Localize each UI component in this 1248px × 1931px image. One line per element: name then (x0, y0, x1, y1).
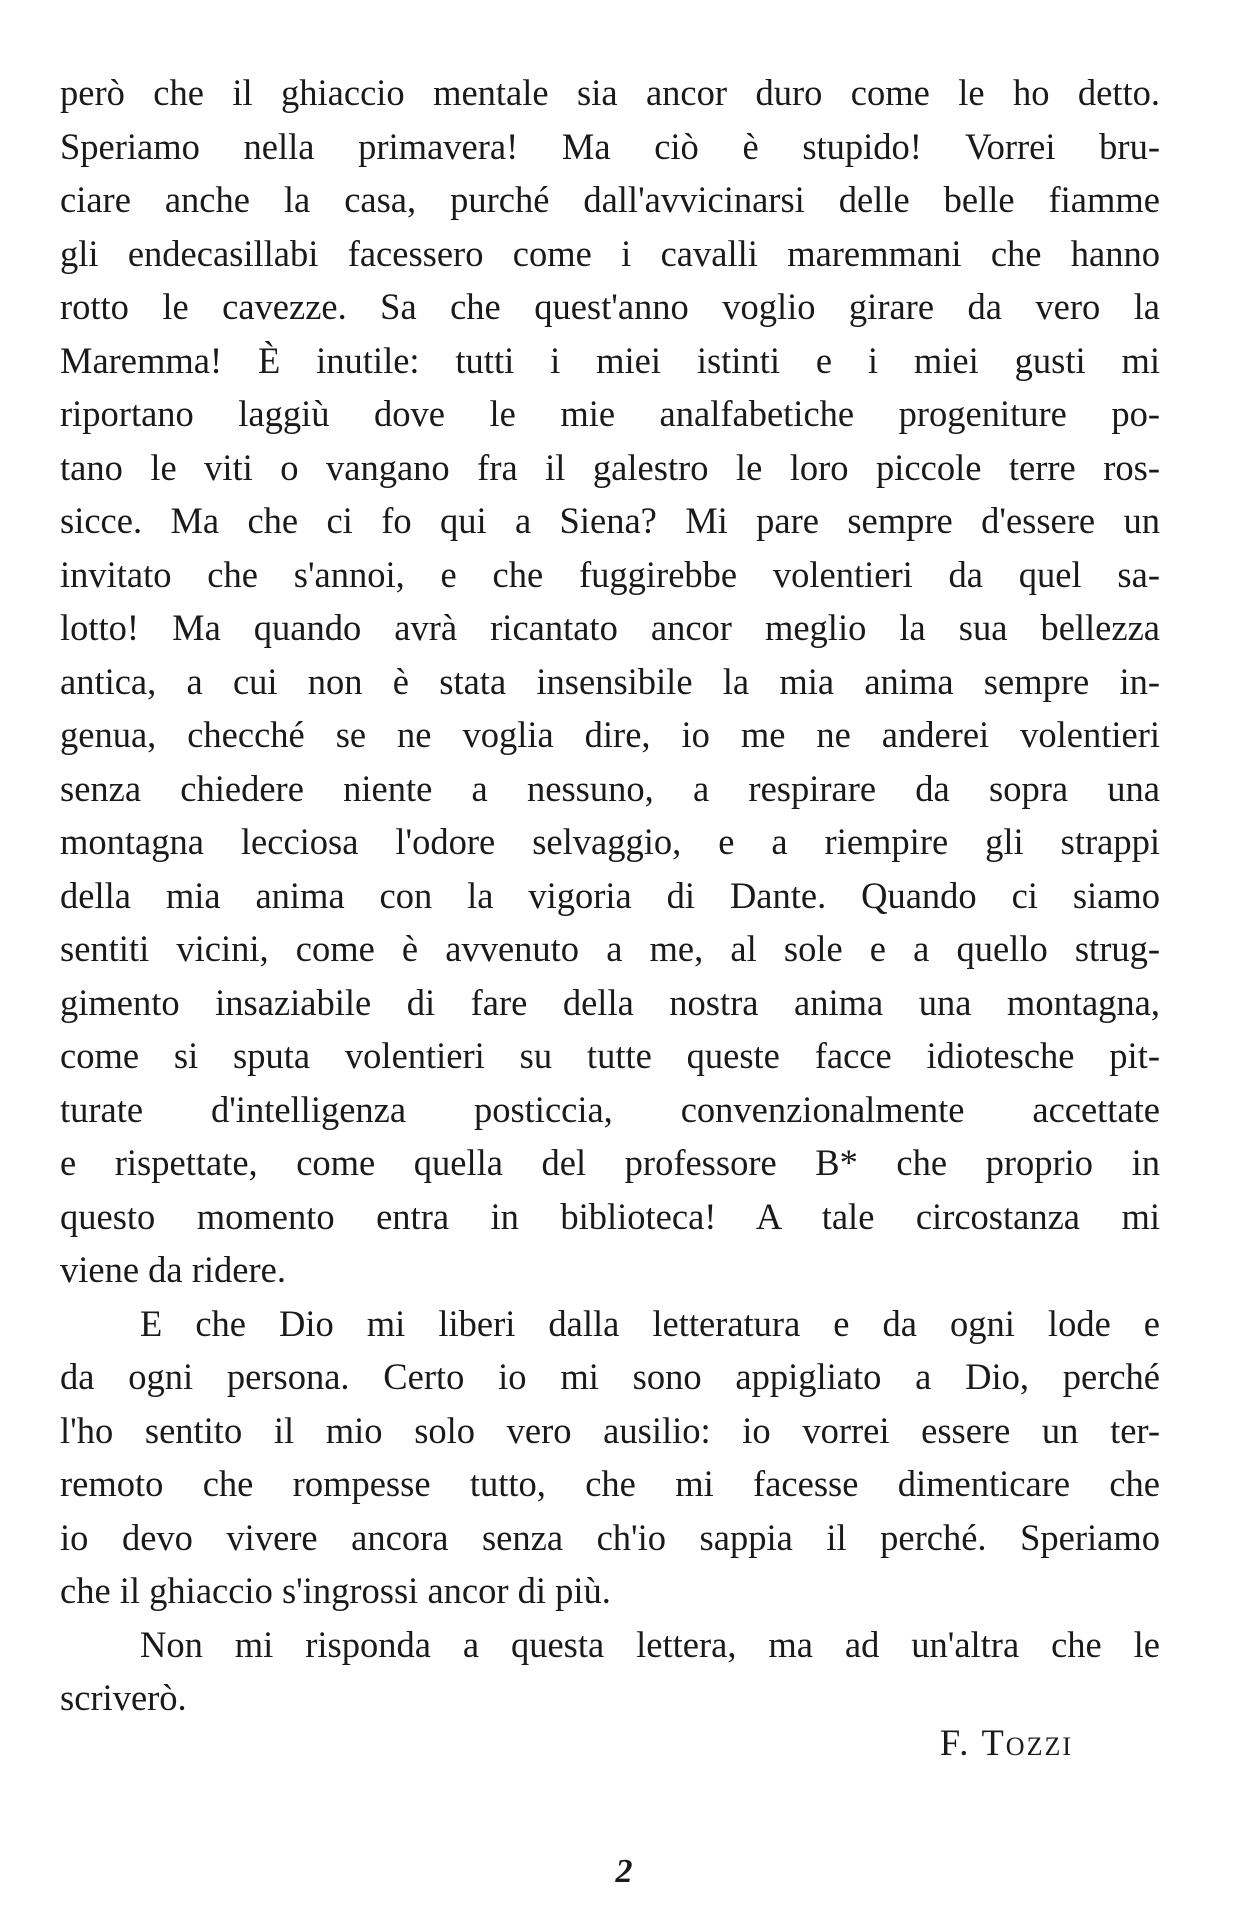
page-number: 2 (615, 1853, 633, 1890)
paragraph (60, 66, 1160, 1297)
text-line: viene da ridere. (60, 1249, 286, 1290)
paragraph (60, 1297, 1160, 1618)
letter-body (60, 66, 1160, 1725)
text-line: Non mi risponda a questa lettera, ma ad un'altra che le (140, 1623, 1160, 1665)
text-line: della mia anima con la vigoria di Dante. Quando ci siamo (60, 874, 1160, 916)
text-line: da ogni persona. Certo io mi sono appigliato a Dio, perché (60, 1356, 1160, 1397)
text-line: l'ho sentito il mio solo vero ausilio: io vorrei essere un ter- (60, 1409, 1160, 1451)
text-line: però che il ghiaccio mentale sia ancor duro come le ho detto. (60, 72, 1160, 113)
text-line: sentiti vicini, come è avvenuto a me, al sole e a quello strug- (60, 928, 1160, 969)
signature-surname: Tozzi (981, 1722, 1073, 1763)
text-line: invitato che s'annoi, e che fuggirebbe volentieri da quel sa- (60, 553, 1160, 595)
text-line: senza chiedere niente a nessuno, a respirare da sopra una (60, 767, 1160, 809)
text-line: io devo vivere ancora senza ch'io sappia il perché. Speriamo (60, 1516, 1160, 1558)
signature (940, 1716, 1073, 1770)
text-line: remoto che rompesse tutto, che mi facesse dimenticare che (60, 1463, 1160, 1504)
paragraph (60, 1618, 1160, 1725)
text-line: scriverò. (60, 1677, 187, 1718)
text-line: genua, checché se ne voglia dire, io me ne anderei volentieri (60, 714, 1160, 755)
text-line: sicce. Ma che ci fo qui a Siena? Mi pare sempre d'essere un (60, 500, 1160, 541)
text-line: gli endecasillabi facessero come i cavalli maremmani che hanno (60, 232, 1160, 274)
text-line: ciare anche la casa, purché dall'avvicinarsi delle belle fiamme (60, 179, 1160, 220)
text-line: questo momento entra in biblioteca! A tale circostanza mi (60, 1195, 1160, 1237)
signature-initial: F. (939, 1722, 971, 1763)
text-line: che il ghiaccio s'ingrossi ancor di più. (60, 1570, 611, 1611)
text-line: montagna lecciosa l'odore selvaggio, e a riempire gli strappi (60, 821, 1160, 862)
text-line: gimento insaziabile di fare della nostra anima una montagna, (60, 981, 1160, 1023)
text-line: tano le viti o vangano fra il galestro le loro piccole terre ros- (60, 446, 1160, 488)
text-line: riportano laggiù dove le mie analfabetiche progeniture po- (60, 393, 1160, 434)
text-line: turate d'intelligenza posticcia, convenzionalmente accettate (60, 1088, 1160, 1130)
text-line: Maremma! È inutile: tutti i miei istinti e i miei gusti mi (60, 339, 1160, 381)
text-line: lotto! Ma quando avrà ricantato ancor meglio la sua bellezza (60, 607, 1160, 648)
text-line: come si sputa volentieri su tutte queste facce idiotesche pit- (60, 1035, 1160, 1076)
text-line: rotto le cavezze. Sa che quest'anno voglio girare da vero la (60, 286, 1160, 327)
text-line: Speriamo nella primavera! Ma ciò è stupido! Vorrei bru- (60, 125, 1160, 167)
text-line: e rispettate, come quella del professore B* che proprio in (60, 1142, 1160, 1183)
text-line: antica, a cui non è stata insensibile la mia anima sempre in- (60, 660, 1160, 702)
text-line: E che Dio mi liberi dalla letteratura e da ogni lode e (140, 1302, 1160, 1344)
